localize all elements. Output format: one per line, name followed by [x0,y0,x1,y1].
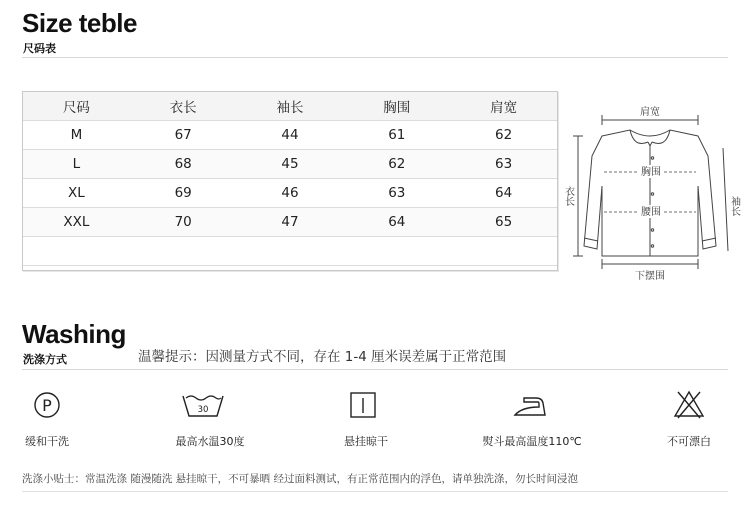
size-table-title: Size teble [22,8,137,38]
care-label-dry-clean: 缓和干洗 [25,435,69,448]
table-row [23,150,557,179]
header-shoulder: 肩宽 [490,100,518,116]
cell-shoulder: 65 [495,214,513,230]
svg-text:P: P [42,396,52,415]
bottom-divider [22,491,728,492]
size-table [22,91,558,271]
size-table-subtitle: 尺码表 [23,42,56,55]
care-label-iron: 熨斗最高温度110℃ [482,435,582,448]
cell-shoulder: 64 [495,185,513,201]
cell-sleeve: 44 [281,127,299,143]
shirt-measurement-diagram [558,96,742,286]
cell-size: M [70,127,83,143]
size-table-grid [23,92,557,266]
cell-chest: 64 [388,214,406,230]
washing-subtitle: 洗涤方式 [23,353,67,366]
cell-length: 67 [174,127,192,143]
header-divider [22,57,728,58]
cell-sleeve: 47 [281,214,299,230]
line-dry-icon [349,391,377,419]
cell-length: 68 [174,156,192,172]
washing-tips-note: 洗涤小贴士：常温洗涤 随漫随洗 悬挂晾干，不可暴晒 经过面料测试，有正常范围内的浮色，请单独洗涤，勿长时间浸泡 [22,473,579,485]
care-label-wash-temp: 最高水温30度 [175,435,245,448]
washing-divider [22,369,728,370]
cell-sleeve: 45 [281,156,299,172]
table-row [23,121,557,150]
cell-length: 70 [174,214,192,230]
cell-sleeve: 46 [281,185,299,201]
diagram-sleeve-label: 袖长 [728,196,740,216]
table-row [23,179,557,208]
header-length: 衣长 [169,100,197,116]
diagram-length-label: 衣长 [562,186,574,206]
care-label-no-bleach: 不可漂白 [667,435,711,448]
cell-chest: 61 [388,127,406,143]
diagram-shoulder-label: 肩宽 [640,107,660,118]
dry-clean-p-icon [32,390,62,420]
header-chest: 胸围 [383,100,411,116]
wash-30-icon [180,390,226,420]
cell-size: XL [68,185,85,201]
cell-shoulder: 63 [495,156,513,172]
cell-length: 69 [174,185,192,201]
header-sleeve: 袖长 [276,100,304,116]
table-row [23,208,557,237]
diagram-waist-label: 腰围 [641,207,661,218]
care-label-line-dry: 悬挂晾干 [344,435,388,448]
table-row-empty [23,237,557,266]
cell-size: L [72,156,81,172]
iron-icon [512,393,548,419]
cell-size: XXL [63,214,90,230]
diagram-hem-label: 下摆围 [635,271,665,282]
washing-title: Washing [22,319,126,349]
table-header-row [23,92,557,121]
cell-chest: 62 [388,156,406,172]
header-size: 尺码 [62,100,90,116]
wash-temp-text: 30 [197,405,209,415]
cell-chest: 63 [388,185,406,201]
measurement-tip: 温馨提示：因测量方式不同，存在 1-4 厘米误差属于正常范围 [138,349,507,365]
diagram-chest-label: 胸围 [641,167,661,178]
cell-shoulder: 62 [495,127,513,143]
no-bleach-icon [673,389,705,419]
